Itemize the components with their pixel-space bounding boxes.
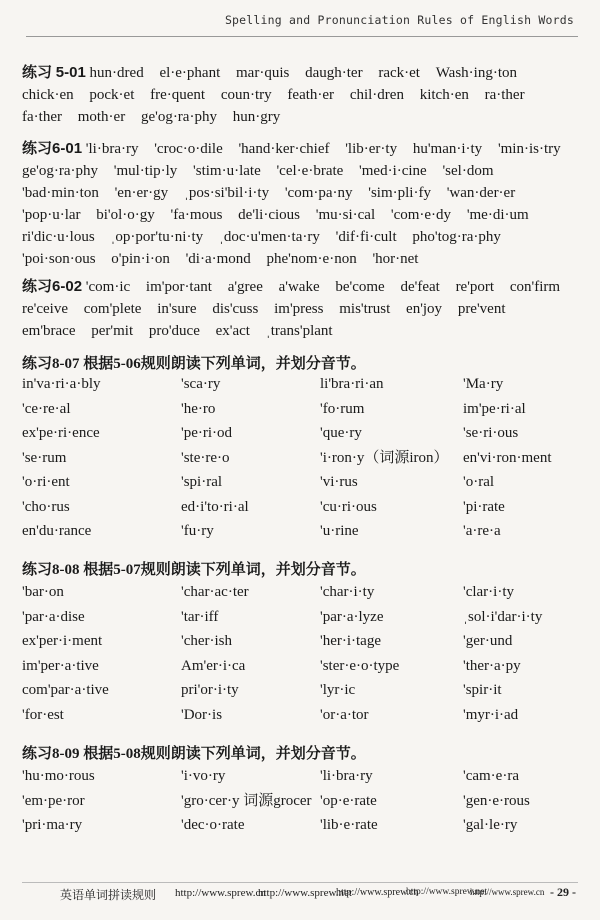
word-item: bi'ol·o·gy [96, 207, 155, 223]
word-item: mar·quis [236, 65, 290, 81]
word-item: 'wan·der·er [446, 185, 516, 201]
word-item: moth·er [77, 109, 126, 125]
word-item: fre·quent [150, 87, 206, 103]
word-cell: 'clar·i·ty [463, 584, 515, 600]
word-item: 'sel·dom [442, 163, 494, 179]
word-item: 'hand·ker·chief [238, 141, 330, 157]
word-item: mis'trust [339, 301, 391, 317]
exercise-title: 练习6-02 [22, 278, 83, 295]
word-item: ge'og·ra·phy [22, 163, 99, 179]
word-cell: 'hu·mo·rous [22, 768, 95, 784]
word-cell: 'em·pe·ror [22, 792, 85, 809]
word-item: 'hor·net [372, 251, 419, 267]
footer-book-title: 英语单词拼读规则 [60, 888, 157, 902]
exercise-title: 练习6-01 [22, 140, 83, 157]
word-cell: 'char·ac·ter [181, 584, 249, 600]
word-item: im'por·tant [145, 279, 212, 295]
word-item: em'brace [22, 323, 76, 339]
word-cell: in'va·ri·a·bly [22, 376, 101, 392]
word-item: com'plete [83, 301, 142, 317]
word-cell: com'par·a·tive [22, 682, 109, 698]
word-item: dis'cuss [212, 301, 259, 317]
word-cell: 'cu·ri·ous [320, 498, 377, 515]
word-cell: 'dec·o·rate [181, 817, 245, 833]
word-item: hun·dred [89, 65, 144, 81]
word-cell: 'vi·rus [320, 474, 358, 490]
word-cell: 'he·ro [181, 400, 216, 417]
word-cell: 'lyr·ic [320, 682, 356, 698]
word-cell: 'lib·e·rate [320, 817, 378, 833]
word-cell: 'pi·rate [463, 498, 505, 515]
word-cell: 'gen·e·rous [463, 792, 530, 809]
word-cell: Am'er·i·ca [181, 657, 246, 674]
word-item: ˌpos·si'bil·i·ty [183, 185, 270, 201]
page-number: - 29 - [550, 885, 576, 899]
word-cell: 'sca·ry [181, 376, 221, 392]
word-cell: 'u·rine [320, 523, 359, 539]
word-item: en'joy [406, 301, 443, 317]
word-item: el·e·phant [159, 65, 221, 81]
word-cell: 'char·i·ty [320, 584, 375, 600]
word-item: Wash·ing·ton [435, 65, 517, 81]
word-cell: 'ste·re·o [181, 449, 230, 466]
word-cell: 'a·re·a [463, 523, 501, 539]
word-item: ˌop·por'tu·ni·ty [110, 229, 204, 245]
word-cell: 'par·a·lyze [320, 608, 384, 625]
footer-link[interactable]: http://www.sprew.cn [175, 887, 266, 899]
word-cell: li'bra·ri·an [320, 376, 384, 392]
word-cell: ˌsol·i'dar·i·ty [463, 608, 543, 625]
word-cell: 'Dor·is [181, 706, 223, 723]
word-item: 'com·e·dy [390, 207, 452, 223]
word-item: 'stim·u·late [193, 163, 261, 179]
word-item: pro'duce [148, 323, 200, 339]
footer-link[interactable]: http://www.sprew.cn [336, 887, 419, 898]
word-item: hu'man·i·ty [412, 141, 483, 157]
word-item: 'me·di·um [466, 207, 529, 223]
word-item: 'li·bra·ry [85, 141, 139, 157]
word-cell: en'du·rance [22, 523, 92, 539]
word-item: kitch·en [419, 87, 469, 103]
word-item: 'com·pa·ny [284, 185, 353, 201]
word-cell: 'o·ral [463, 474, 495, 490]
exercise-8-07-grid [22, 372, 578, 544]
word-cell: 'cam·e·ra [463, 768, 519, 784]
word-cell: 'i·ron·y（词源iron） [320, 449, 449, 466]
exercise-6-01 [22, 138, 578, 270]
word-cell: 'i·vo·ry [181, 768, 226, 784]
word-item: 'lib·er·ty [345, 141, 398, 157]
word-item: 'mu·si·cal [315, 207, 376, 223]
word-item: 'pop·u·lar [22, 207, 81, 223]
word-item: 'min·is·try [497, 141, 561, 157]
word-cell: 'her·i·tage [320, 633, 381, 649]
word-cell: 'ce·re·al [22, 400, 71, 417]
word-item: de'li·cious [238, 207, 301, 223]
exercise-8-09-grid [22, 764, 578, 838]
word-cell: 'spi·ral [181, 474, 223, 490]
word-cell: 'pe·ri·od [181, 425, 233, 441]
word-cell: 'or·a·tor [320, 706, 369, 723]
word-cell: 'for·est [22, 706, 64, 723]
word-item: 'di·a·mond [185, 251, 251, 267]
exercise-8-07-title: 练习8-07 根据5-06规则朗读下列单词，并划分音节。 [22, 356, 366, 372]
word-item: 'en·er·gy [114, 185, 169, 201]
word-item: in'sure [157, 301, 197, 317]
word-cell: 'fo·rum [320, 400, 365, 417]
running-header: Spelling and Pronunciation Rules of English Words [224, 13, 574, 27]
word-cell: 'ger·und [463, 633, 513, 649]
word-cell: 'li·bra·ry [320, 768, 373, 784]
header-rule [26, 36, 578, 37]
word-cell: 'gal·le·ry [463, 817, 518, 833]
word-item: ˌtrans'plant [265, 323, 333, 339]
word-item: ri'dic·u·lous [22, 229, 95, 245]
word-cell: 'se·rum [22, 449, 67, 466]
word-cell: 'ther·a·py [463, 657, 521, 674]
word-item: daugh·ter [305, 65, 363, 81]
word-cell: 'myr·i·ad [463, 706, 519, 723]
word-item: pock·et [89, 87, 135, 103]
footer-link[interactable]: http://www.sprew.net [406, 887, 488, 897]
word-cell: im'pe·ri·al [463, 400, 526, 417]
word-cell: 'pri·ma·ry [22, 817, 83, 833]
word-item: 'mul·tip·ly [113, 163, 178, 179]
word-item: de'feat [400, 279, 440, 295]
word-item: con'firm [509, 279, 561, 295]
word-item: ex'act [215, 323, 250, 339]
word-item: ˌdoc·u'men·ta·ry [218, 229, 320, 245]
word-item: fa·ther [22, 109, 62, 125]
word-cell: 'par·a·dise [22, 608, 85, 625]
word-item: phe'nom·e·non [266, 251, 357, 267]
word-cell: 'ster·e·o·type [320, 657, 400, 674]
word-item: a'gree [227, 279, 263, 295]
word-item: 'fa·mous [170, 207, 223, 223]
word-item: re'port [455, 279, 495, 295]
word-item: 'sim·pli·fy [368, 185, 431, 201]
word-item: 'med·i·cine [359, 163, 427, 179]
word-cell: en'vi·ron·ment [463, 449, 552, 466]
word-item: 'cel·e·brate [276, 163, 344, 179]
word-item: coun·try [220, 87, 272, 103]
word-cell: 'op·e·rate [320, 792, 377, 809]
word-cell: 'bar·on [22, 584, 64, 600]
word-cell: 'se·ri·ous [463, 425, 519, 441]
word-item: 'croc·o·dile [154, 141, 223, 157]
word-cell: 'fu·ry [181, 523, 214, 539]
word-item: chick·en [22, 87, 74, 103]
footer-link[interactable]: http://www.sprew.net [258, 887, 352, 899]
word-cell: 'gro·cer·y 词源grocer [181, 792, 312, 809]
word-cell: 'spir·it [463, 682, 502, 698]
exercise-6-02 [22, 276, 578, 342]
exercise-8-09-title: 练习8-09 根据5-08规则朗读下列单词，并划分音节。 [22, 746, 366, 762]
word-cell: ed·i'to·ri·al [181, 498, 249, 515]
word-cell: 'que·ry [320, 425, 362, 441]
word-item: a'wake [278, 279, 320, 295]
word-item: feath·er [287, 87, 335, 103]
word-cell: im'per·a·tive [22, 657, 99, 674]
word-cell: 'cher·ish [181, 633, 233, 649]
exercise-8-08-grid [22, 580, 578, 727]
word-cell: 'tar·iff [181, 608, 219, 625]
word-cell: 'Ma·ry [463, 376, 504, 392]
word-cell: ex'pe·ri·ence [22, 425, 100, 441]
footer-link[interactable]: http://www.sprew.cn [470, 887, 545, 897]
exercise-title: 练习 5-01 [22, 64, 86, 81]
word-item: 'poi·son·ous [22, 251, 96, 267]
word-item: hun·gry [232, 109, 281, 125]
word-item: re'ceive [22, 301, 68, 317]
word-item: 'dif·fi·cult [335, 229, 397, 245]
exercise-8-08-title: 练习8-08 根据5-07规则朗读下列单词，并划分音节。 [22, 562, 366, 578]
word-item: pre'vent [457, 301, 506, 317]
page-footer [0, 886, 600, 914]
word-item: chil·dren [349, 87, 404, 103]
word-item: ge'og·ra·phy [140, 109, 217, 125]
word-item: o'pin·i·on [111, 251, 170, 267]
exercise-5-01 [22, 62, 578, 128]
word-item: pho'tog·ra·phy [412, 229, 501, 245]
word-cell: pri'or·i·ty [181, 682, 239, 698]
word-item: ra·ther [484, 87, 525, 103]
word-item: 'bad·min·ton [22, 185, 99, 201]
word-item: be'come [335, 279, 385, 295]
word-cell: 'o·ri·ent [22, 474, 70, 490]
footer-rule [22, 882, 578, 883]
word-cell: 'cho·rus [22, 498, 70, 515]
word-cell: ex'per·i·ment [22, 633, 103, 649]
word-item: im'press [274, 301, 324, 317]
word-item: 'com·ic [85, 279, 131, 295]
word-item: per'mit [91, 323, 134, 339]
word-item: rack·et [378, 65, 420, 81]
